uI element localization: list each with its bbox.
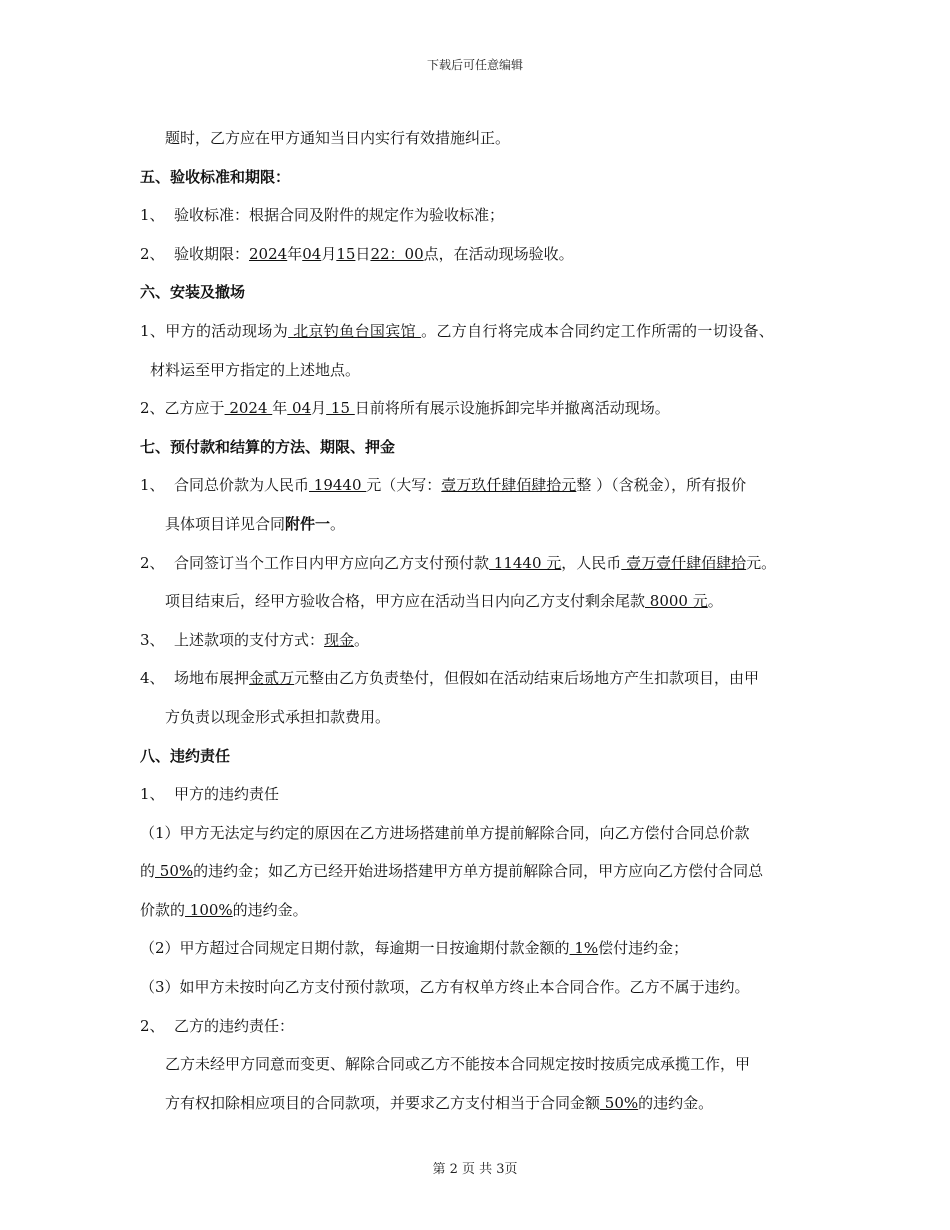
total-page-count: 3 [496, 1162, 505, 1177]
section5-item1 [140, 201, 820, 240]
item-text: 。乙方自行将完成本合同约定工作所需的一切设备、 [421, 321, 775, 340]
section7-heading [140, 433, 820, 472]
contract-total: 19440 [309, 476, 367, 495]
section7-item4-cont [140, 703, 820, 742]
item-number: 3、 [140, 630, 165, 649]
item-text: 场地布展押 [174, 669, 250, 688]
section7-item2 [140, 549, 820, 588]
item-text: 点，在活动现场验收。 [423, 244, 574, 263]
clause-text: 的违约金；如乙方已经开始进场搭建甲方单方提前解除合同，甲方应向乙方偿付合同总 [193, 862, 764, 881]
clause-text: （1）甲方无法定与约定的原因在乙方进场搭建前单方提前解除合同，向乙方偿付合同总价款 [140, 823, 750, 842]
item-text: 。 [330, 514, 346, 533]
item-text: 元（大写： [366, 476, 442, 495]
removal-month: 04 [287, 399, 312, 418]
year-unit: 年 [287, 244, 303, 263]
item-text: 元。 [746, 553, 777, 572]
footer-text: 页 [504, 1162, 518, 1177]
section6-item1-cont [140, 356, 820, 395]
month-unit: 月 [311, 399, 327, 418]
section8-heading [140, 742, 820, 781]
month-unit: 月 [321, 244, 337, 263]
section7-item4 [140, 664, 820, 703]
item-text: 合同总价款为人民币 [174, 476, 310, 495]
footer-text: 页 共 [457, 1162, 497, 1177]
document-body [140, 124, 820, 1127]
section5-item2 [140, 240, 820, 279]
section8-clause1-cont2 [140, 896, 820, 935]
item-text: 乙方的违约责任： [174, 1016, 295, 1035]
current-page-number: 2 [449, 1162, 458, 1177]
item-number: 2、 [140, 553, 165, 572]
prepayment-amount: 11440 元 [489, 553, 562, 572]
clause-text: 价款的 [140, 900, 186, 919]
item-text: 日前将所有展示设施拆卸完毕并撤离活动现场。 [354, 399, 670, 418]
section7-item1 [140, 471, 820, 510]
item-text: 项目结束后，经甲方验收合格，甲方应在活动当日内向乙方支付剩余尾款 [165, 592, 646, 611]
item-number: 1、 [140, 206, 165, 225]
removal-day: 15 [326, 399, 355, 418]
heading-text: 五、验收标准和期限： [140, 167, 291, 186]
heading-text: 八、违约责任 [140, 746, 231, 765]
section7-item3 [140, 626, 820, 665]
penalty-percent: 50% [600, 1093, 639, 1112]
item-text: 合同签订当个工作日内甲方应向乙方支付预付款 [174, 553, 490, 572]
acceptance-year: 2024 [249, 244, 288, 263]
acceptance-month: 04 [302, 244, 322, 263]
page-footer [0, 1158, 950, 1177]
heading-text: 六、安装及撤场 [140, 283, 246, 302]
section8-clause1 [140, 819, 820, 858]
item-text: 验收标准：根据合同及附件的规定作为验收标准； [174, 206, 505, 225]
page-header [0, 56, 950, 73]
item-text: 。 [354, 630, 370, 649]
section8-clause4-cont [140, 1089, 820, 1128]
clause-text: 偿付违约金； [598, 939, 689, 958]
clause-text: （2）甲方超过合同规定日期付款，每逾期一日按逾期付款金额的 [140, 939, 570, 958]
item-text: 材料运至甲方指定的上述地点。 [150, 360, 361, 379]
clause-text: 乙方未经甲方同意而变更、解除合同或乙方不能按本合同规定按时按质完成承揽工作，甲 [165, 1055, 751, 1074]
item-text: 具体项目详见合同 [165, 514, 286, 533]
item-number: 2、 [140, 244, 165, 263]
deposit-amount: 金贰万 [249, 669, 295, 688]
item-text: 方负责以现金形式承担扣款费用。 [165, 707, 391, 726]
late-fee-percent: 1% [569, 939, 599, 958]
clause-text: 的违约金。 [232, 900, 308, 919]
section8-clause4 [140, 1050, 820, 1089]
item-text: 甲方的违约责任 [174, 785, 280, 804]
section8-clause3 [140, 973, 820, 1012]
item-text: 2、乙方应于 [140, 399, 225, 418]
contract-total-chinese: 壹万玖仟肆佰肆拾元 [441, 476, 577, 495]
section6-item1 [140, 317, 820, 356]
item-number: 1、 [140, 476, 165, 495]
header-text: 下载后可任意编辑 [426, 58, 523, 72]
item-text: 元整由乙方负责垫付，但假如在活动结束后场地方产生扣款项目，由甲 [294, 669, 760, 688]
year-unit: 年 [272, 399, 288, 418]
item-text: 验收期限： [174, 244, 250, 263]
section7-item1-cont [140, 510, 820, 549]
item-number: 1、 [140, 785, 165, 804]
venue-name: 北京钓鱼台国宾馆 [288, 321, 422, 340]
section6-heading [140, 278, 820, 317]
item-text: 上述款项的支付方式： [174, 630, 325, 649]
section5-heading [140, 163, 820, 202]
item-text: 。 [707, 592, 723, 611]
footer-text: 第 [432, 1162, 450, 1177]
payment-method: 现金 [324, 630, 355, 649]
section7-item2-cont [140, 587, 820, 626]
item-number: 2、 [140, 1016, 165, 1035]
prepayment-chinese: 壹万壹仟肆佰肆拾 [621, 553, 747, 572]
clause-text: 的违约金。 [638, 1093, 714, 1112]
acceptance-time: 22：00 [370, 244, 424, 263]
attachment-reference: 附件一 [285, 514, 331, 533]
paragraph-text: 题时，乙方应在甲方通知当日内实行有效措施纠正。 [165, 129, 511, 147]
item-number: 4、 [140, 669, 165, 688]
item-text: ，人民币 [561, 553, 622, 572]
section8-item1 [140, 780, 820, 819]
removal-year: 2024 [224, 399, 273, 418]
clause-text: 方有权扣除相应项目的合同款项，并要求乙方支付相当于合同金额 [165, 1093, 601, 1112]
item-text: 1、甲方的活动现场为 [140, 321, 289, 340]
day-unit: 日 [355, 244, 371, 263]
item-text: 整 ）（含税金），所有报价 [576, 476, 747, 495]
section8-item2 [140, 1012, 820, 1051]
penalty-percent: 100% [185, 900, 233, 919]
heading-text: 七、预付款和结算的方法、期限、押金 [140, 437, 396, 456]
section6-item2 [140, 394, 820, 433]
section4-continuation [140, 124, 820, 163]
clause-text: （3）如甲方未按时向乙方支付预付款项，乙方有权单方终止本合同合作。乙方不属于违约。 [140, 978, 750, 997]
section8-clause1-cont1 [140, 857, 820, 896]
balance-amount: 8000 元 [645, 592, 708, 611]
clause-text: 的 [140, 862, 156, 881]
penalty-percent: 50% [155, 862, 194, 881]
section8-clause2 [140, 934, 820, 973]
acceptance-day: 15 [336, 244, 356, 263]
